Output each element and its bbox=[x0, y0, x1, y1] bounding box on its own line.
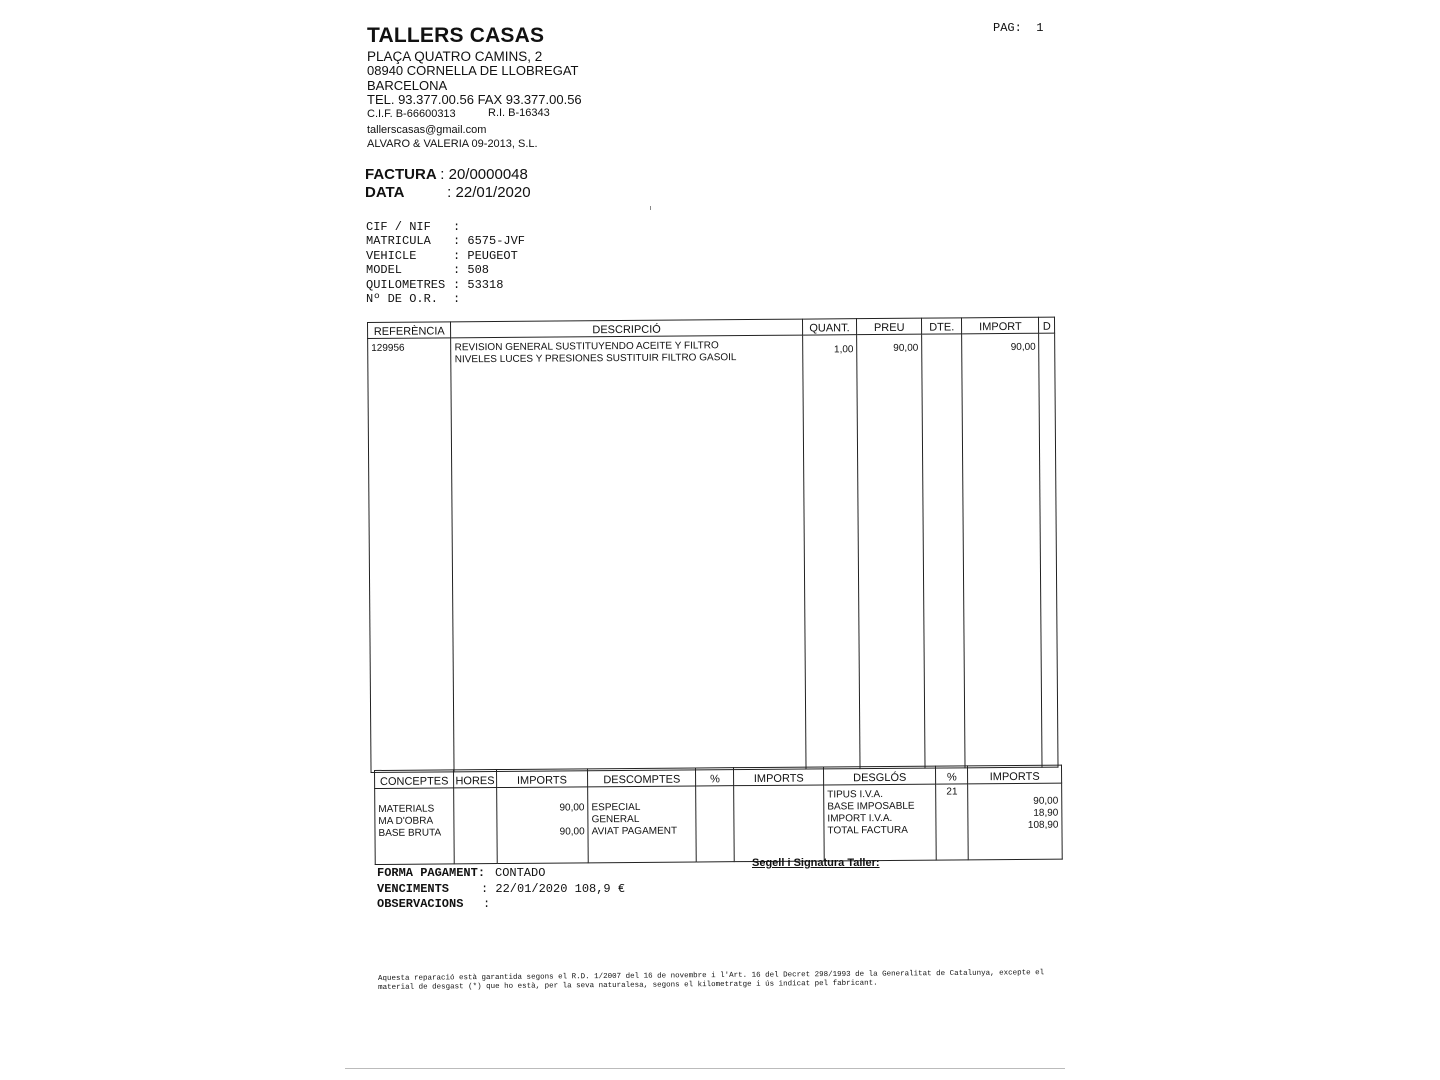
cell-dte bbox=[922, 334, 966, 768]
header-imports2: IMPORTS bbox=[734, 767, 824, 786]
vehicle-row: QUILOMETRES : 53318 bbox=[366, 277, 504, 292]
cell-imports: 90,00 90,00 bbox=[496, 787, 588, 864]
header-desglos: DESGLÓS bbox=[824, 766, 936, 785]
company-owner: ALVARO & VALERIA 09-2013, S.L. bbox=[367, 138, 538, 150]
cell-referencia: 129956 bbox=[368, 338, 455, 773]
vehicle-row: MATRICULA : 6575-JVF bbox=[366, 234, 526, 249]
signature-label: Segell i Signatura Taller: bbox=[752, 857, 880, 869]
company-name: TALLERS CASAS bbox=[367, 24, 545, 47]
cell-preu: 90,00 bbox=[857, 334, 925, 768]
header-hores: HORES bbox=[454, 770, 496, 788]
factura-value: : 20/0000048 bbox=[440, 166, 528, 183]
company-address-line3: BARCELONA bbox=[367, 78, 448, 93]
company-cif: C.I.F. B-66600313 bbox=[367, 108, 456, 120]
vehicle-info bbox=[366, 220, 525, 306]
data-label: DATA bbox=[365, 184, 405, 201]
cell-descomptes: ESPECIAL GENERAL AVIAT PAGAMENT bbox=[588, 786, 697, 863]
cell-percent bbox=[696, 786, 735, 862]
scan-edge-line bbox=[345, 1068, 1065, 1069]
company-email: tallerscasas@gmail.com bbox=[367, 124, 487, 136]
payment-info bbox=[377, 866, 625, 913]
header-preu: PREU bbox=[857, 318, 922, 335]
table-row bbox=[368, 333, 1058, 772]
payment-row bbox=[377, 882, 625, 898]
items-table bbox=[367, 317, 1059, 773]
vehicle-row: Nº DE O.R. : bbox=[366, 292, 461, 307]
venciments-label: VENCIMENTS bbox=[377, 881, 450, 896]
company-ri: R.I. B-16343 bbox=[488, 107, 550, 119]
page-value: 1 bbox=[1036, 21, 1044, 35]
table-row bbox=[375, 783, 1063, 864]
page-label: PAG: bbox=[993, 21, 1022, 35]
vehicle-row: CIF / NIF : bbox=[366, 220, 461, 234]
header-dte: DTE. bbox=[922, 318, 962, 334]
vehicle-row: VEHICLE : PEUGEOT bbox=[366, 248, 518, 263]
invoice-number bbox=[365, 166, 528, 183]
cell-desglos-imports: 90,00 18,90 108,90 bbox=[968, 783, 1062, 860]
cell-import: 90,00 bbox=[962, 333, 1043, 768]
totals-table bbox=[374, 765, 1063, 865]
forma-label: FORMA PAGAMENT: bbox=[377, 866, 486, 880]
header-imports: IMPORTS bbox=[496, 769, 588, 788]
vehicle-row: MODEL : 508 bbox=[366, 263, 490, 278]
legal-line2: material de desgast (*) que ho està, per la seva naturalesa, segons el kilometratge i ús indicat pel fabricant. bbox=[378, 979, 878, 992]
legal-line1: Aquesta reparació està garantida segons el R.D. 1/2007 del 16 de novembre i l'Art. 16 del Decret 298/1993 de la Generalitat de Catalunya, excepte el bbox=[378, 969, 1045, 983]
invoice-date bbox=[365, 184, 531, 201]
payment-row bbox=[377, 866, 625, 882]
payment-row bbox=[377, 897, 625, 913]
cell-desglos: TIPUS I.V.A. BASE IMPOSABLE IMPORT I.V.A. TOTAL FACTURA bbox=[824, 784, 937, 861]
header-quant: QUANT. bbox=[802, 319, 857, 335]
cell-quant: 1,00 bbox=[802, 335, 860, 769]
factura-label: FACTURA bbox=[365, 166, 437, 183]
descripcio-line1: REVISION GENERAL SUSTITUYENDO ACEITE Y FILTRO bbox=[454, 340, 719, 354]
forma-value: CONTADO bbox=[495, 866, 546, 880]
company-address-line1: PLAÇA QUATRO CAMINS, 2 bbox=[367, 49, 543, 64]
descripcio-line2: NIVELES LUCES Y PRESIONES SUSTITUIR FILTRO GASOIL bbox=[454, 352, 737, 366]
venciments-value: : 22/01/2020 108,9 € bbox=[481, 881, 626, 896]
page-number bbox=[993, 21, 1043, 35]
cell-desglos-percent: 21 bbox=[936, 784, 969, 860]
observacions-value: : bbox=[483, 897, 491, 911]
header-percent: % bbox=[696, 768, 734, 786]
cell-descripcio bbox=[451, 335, 806, 772]
legal-footer bbox=[378, 969, 1044, 993]
company-address-line2: 08940 CORNELLA DE LLOBREGAT bbox=[367, 63, 579, 78]
header-referencia: REFERÈNCIA bbox=[368, 322, 452, 339]
header-descomptes: DESCOMPTES bbox=[588, 768, 696, 787]
header-imports3: IMPORTS bbox=[968, 765, 1062, 784]
header-d: D bbox=[1039, 317, 1055, 333]
cell-imports2 bbox=[734, 785, 824, 862]
scan-speck bbox=[650, 206, 651, 210]
header-conceptes: CONCEPTES bbox=[375, 770, 454, 789]
cell-d bbox=[1039, 333, 1058, 767]
cell-hores bbox=[454, 788, 497, 864]
observacions-label: OBSERVACIONS bbox=[377, 897, 464, 911]
company-phone: TEL. 93.377.00.56 FAX 93.377.00.56 bbox=[367, 92, 582, 107]
header-percent2: % bbox=[936, 766, 968, 784]
header-descripcio: DESCRIPCIÓ bbox=[451, 319, 802, 338]
cell-conceptes: MATERIALS MA D'OBRA BASE BRUTA bbox=[375, 788, 455, 865]
data-value: : 22/01/2020 bbox=[447, 184, 531, 201]
header-import: IMPORT bbox=[962, 317, 1039, 334]
